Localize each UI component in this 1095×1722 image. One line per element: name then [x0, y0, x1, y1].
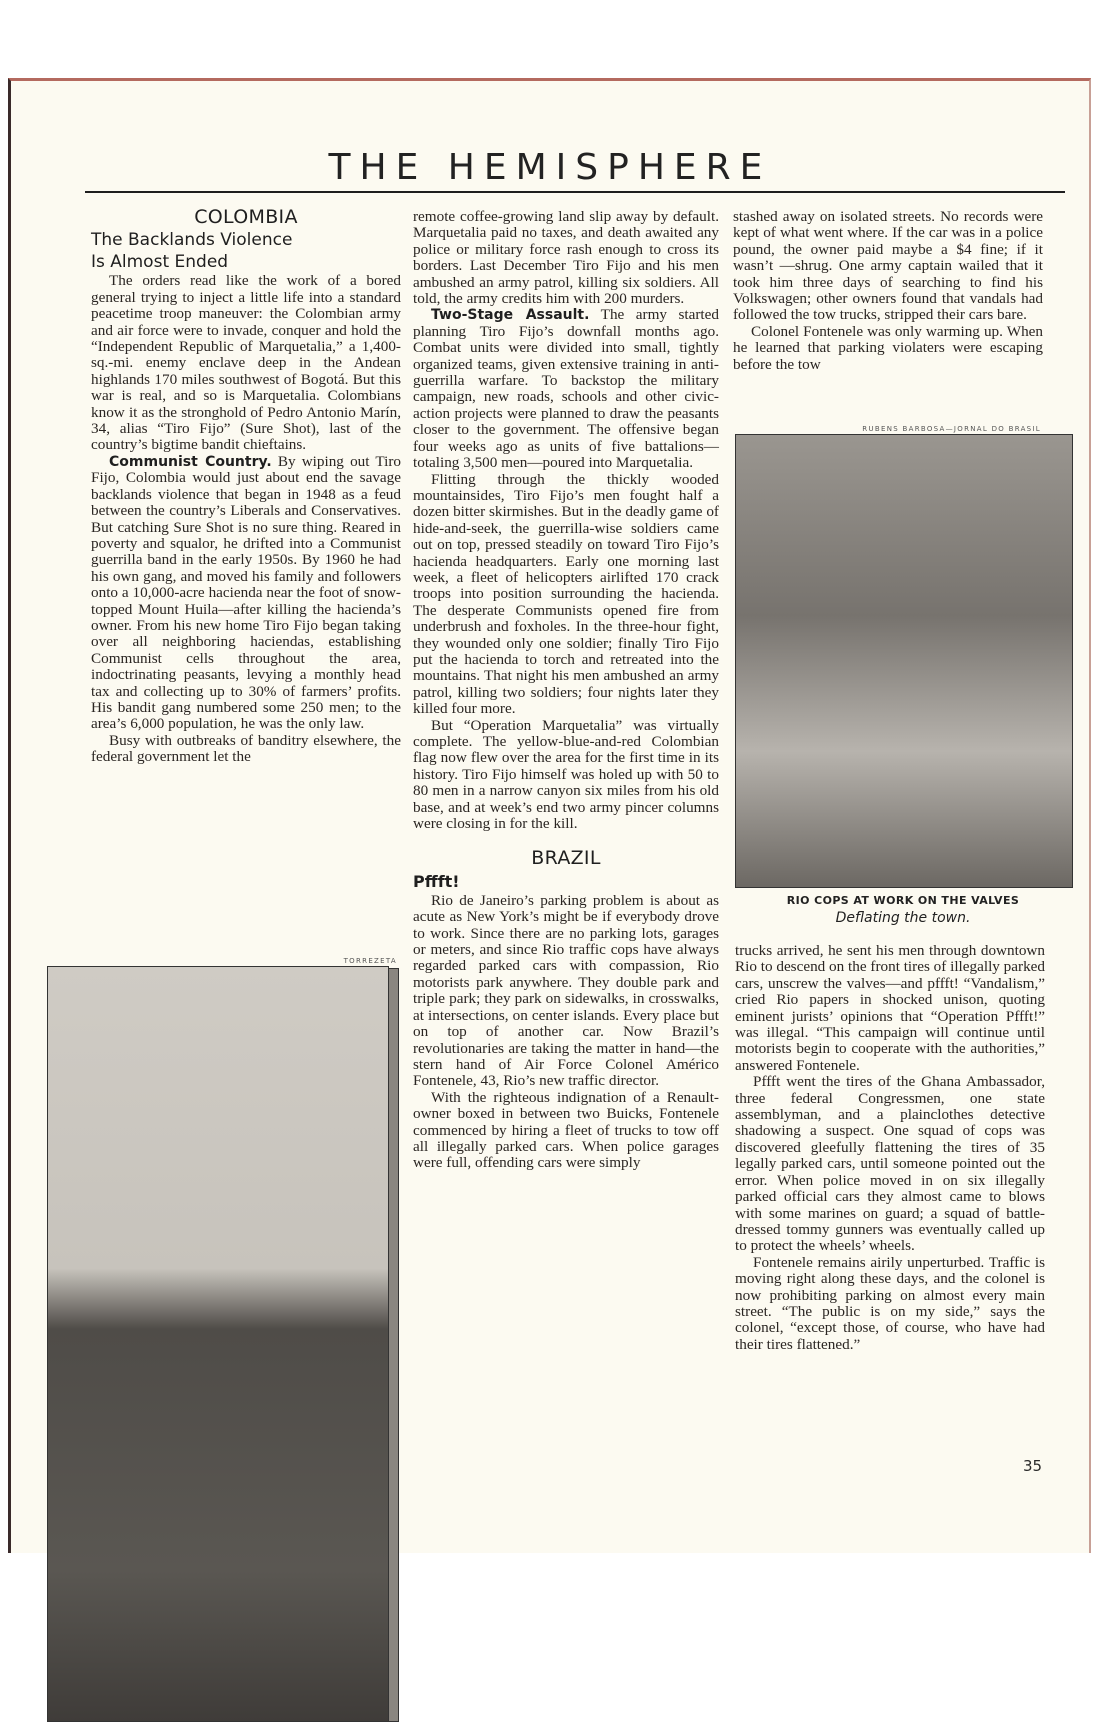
colombia-para-operation: But “Operation Marquetalia” was virtually complete. The yellow-blue-and-red Colombian flag now flew over the area for the first time in its history. Tiro Fijo himself was holed up with 50 to 80 men in a narrow canyon six miles from his old base, and at week’s end two army pincer columns were closing in for the kill.	[413, 716, 719, 833]
photo-rio-cops	[735, 434, 1073, 888]
brazil-section-head: BRAZIL	[531, 847, 601, 870]
colombia-para-3: Busy with outbreaks of banditry elsewhere, the federal government let the	[91, 731, 401, 766]
brazil-para-pffft: Pffft went the tires of the Ghana Ambassador, three federal Congressmen, one state assemblyman, and a plainclothes detective shadowing a suspect. One squad of cops was discovered gleefully flattening the tires of 35 legally parked cars, until someone pointed out the error. When police moved in on six illegally parked official cars they almost came to blows with some marines on guard; a squad of battle-dressed tommy gunners was eventually called up to protect the wheels’ wheels.	[735, 1073, 1045, 1255]
brazil-para-1: Rio de Janeiro’s parking problem is about as acute as New York’s might be if everybody drove to work. Since there are no parking lots, garages or meters, and since Rio traffic cops have always regarded parked cars with compassion, Rio motorists park anywhere. They double park and triple park; they park on sidewalks, in crosswalks, at intersections, on center islands. Every place but on top of another car. Now Brazil’s revolutionaries are taking the matter in hand—the stern hand of Air Force Colonel Américo Fontenele, 43, Rio’s new traffic director.	[413, 891, 719, 1090]
photo-credit-rubens-barbosa: RUBENS BARBOSA—JORNAL DO BRASIL	[862, 425, 1041, 433]
brazil-para-2: With the righteous indignation of a Renault-owner boxed in between two Buicks, Fontenele commenced by hiring a fleet of trucks to tow off all illegally parked cars. When police garages were full, offending cars were simply	[413, 1088, 719, 1172]
subhead-two-stage-assault: Two-Stage Assault.	[431, 307, 590, 324]
flag-raising-picture	[47, 966, 389, 1722]
colombia-headline-2: Is Almost Ended	[91, 252, 229, 273]
section-title: THE HEMISPHERE	[328, 147, 772, 188]
column-3	[733, 209, 1043, 373]
colombia-para-2	[91, 454, 401, 733]
colombia-para-assault-text: The army started planning Tiro Fijo’s downfall months ago. Combat units were divided into small, tightly organized teams, given extensive training in anti-guerrilla warfare. To backstop the military campaign, new roads, schools and other civic-action projects were planned to draw the peasants closer to the government. The offensive began four weeks ago as units of five battalions—totaling 3,500 men—poured into Marquetalia.	[413, 306, 719, 472]
column-2	[413, 209, 719, 1172]
colombia-section-head: COLOMBIA	[194, 206, 298, 228]
photo-credit-torrezeta: TORREZETA	[343, 957, 397, 965]
colombia-para-2-text: By wiping out Tiro Fijo, Colombia would just about end the savage backlands violence that began in 1948 as a feud between the country’s Liberals and Conservatives. But catching Sure Shot is no sure thing. Reared in poverty and squalor, he drifted into a Communist guerrilla band in the early 1950s. By 1960 he had his own gang, and moved his family and followers onto a 10,000-acre hacienda near the foot of snow-topped Mount Huila—after killing the hacienda’s owner. From his new home Tiro Fijo began taking over all neighboring haciendas, establishing Communist cells throughout the area, indoctrinating peasants, levying a monthly head tax and collecting up to 30% of farmers’ profits. His bandit gang numbered some 250 men; to the area’s 6,000 population, he was the only law.	[91, 452, 401, 733]
caption-rio-cops-sub: Deflating the town.	[835, 910, 971, 926]
caption-rio-cops-title: RIO COPS AT WORK ON THE VALVES	[786, 894, 1020, 907]
column-1	[91, 206, 401, 766]
colombia-para-assault	[413, 307, 719, 471]
page-number: 35	[1023, 1457, 1043, 1475]
colombia-para-1: The orders read like the work of a bored general trying to inject a little life into a standard peacetime troop maneuver: the Colombian army and air force were to invade, conquer and hold the “Independent Republic of Marquetalia,” a 1,400-sq.-mi. enemy enclave deep in the Andean highlands 170 miles southwest of Bogotá. But this war is real, and so is Marquetalia. Colombians know it as the stronghold of Pedro Antonio Marín, 34, alias “Tiro Fijo” (Sure Shot), last of the country’s bigtime bandit chieftains.	[91, 272, 401, 454]
title-rule	[85, 191, 1065, 193]
caption-rio-cops	[735, 894, 1071, 926]
brazil-para-colonel: Colonel Fontenele was only warming up. When he learned that parking violaters were escaping before the tow	[733, 322, 1043, 373]
column-3-lower	[735, 943, 1045, 1353]
colombia-para-flitting: Flitting through the thickly wooded mountainsides, Tiro Fijo’s men fought half a dozen bitter skirmishes. But in the deadly game of hide-and-seek, the guerrilla-wise soldiers came out on top, pressed steadily on toward Tiro Fijo’s hacienda headquarters. Early one morning last week, a fleet of helicopters airlifted 170 crack troops into position surrounding the hacienda. The desperate Communists opened fire from underbrush and foxholes. In the three-hour fight, they wounded only one soldier; finally Tiro Fijo put the hacienda to torch and retreated into the mountains. That night his men ambushed an army patrol, killing two soldiers; four nights later they killed four more.	[413, 470, 719, 718]
brazil-headline: Pffft!	[413, 871, 460, 891]
colombia-continuation: remote coffee-growing land slip away by default. Marquetalia paid no taxes, and death awaited any police or military force rash enough to cross its borders. Last December Tiro Fijo and his men ambushed an army patrol, killing six soldiers. All told, the army credits him with 200 murders.	[413, 208, 719, 308]
brazil-para-trucks: trucks arrived, he sent his men through downtown Rio to descend on the front tires of illegally parked cars, unscrew the valves—and pffft! “Vandalism,” cried Rio papers in shocked unison, quoting eminent jurists’ opinions that “Operation Pffft!” was illegal. “This campaign will continue until motorists begin to cooperate with the authorities,” answered Fontenele.	[735, 942, 1045, 1074]
colombia-headline-1: The Backlands Violence	[91, 230, 293, 251]
brazil-continuation: stashed away on isolated streets. No records were kept of what went where. If the car was in a police pound, the owner paid maybe a $4 fine; if it wasn’t —shrug. One army captain wailed that it took him three days of searching to find his Volkswagen; other owners found that vandals had followed the tow trucks, stripped their cars bare.	[733, 208, 1043, 324]
brazil-para-final: Fontenele remains airily unperturbed. Traffic is moving right along these days, and the colonel is now prohibiting parking on almost every main street. “The public is on my side,” says the colonel, “except those, of course, who have had their tires flattened.”	[735, 1253, 1045, 1353]
subhead-communist-country: Communist Country.	[109, 453, 272, 470]
